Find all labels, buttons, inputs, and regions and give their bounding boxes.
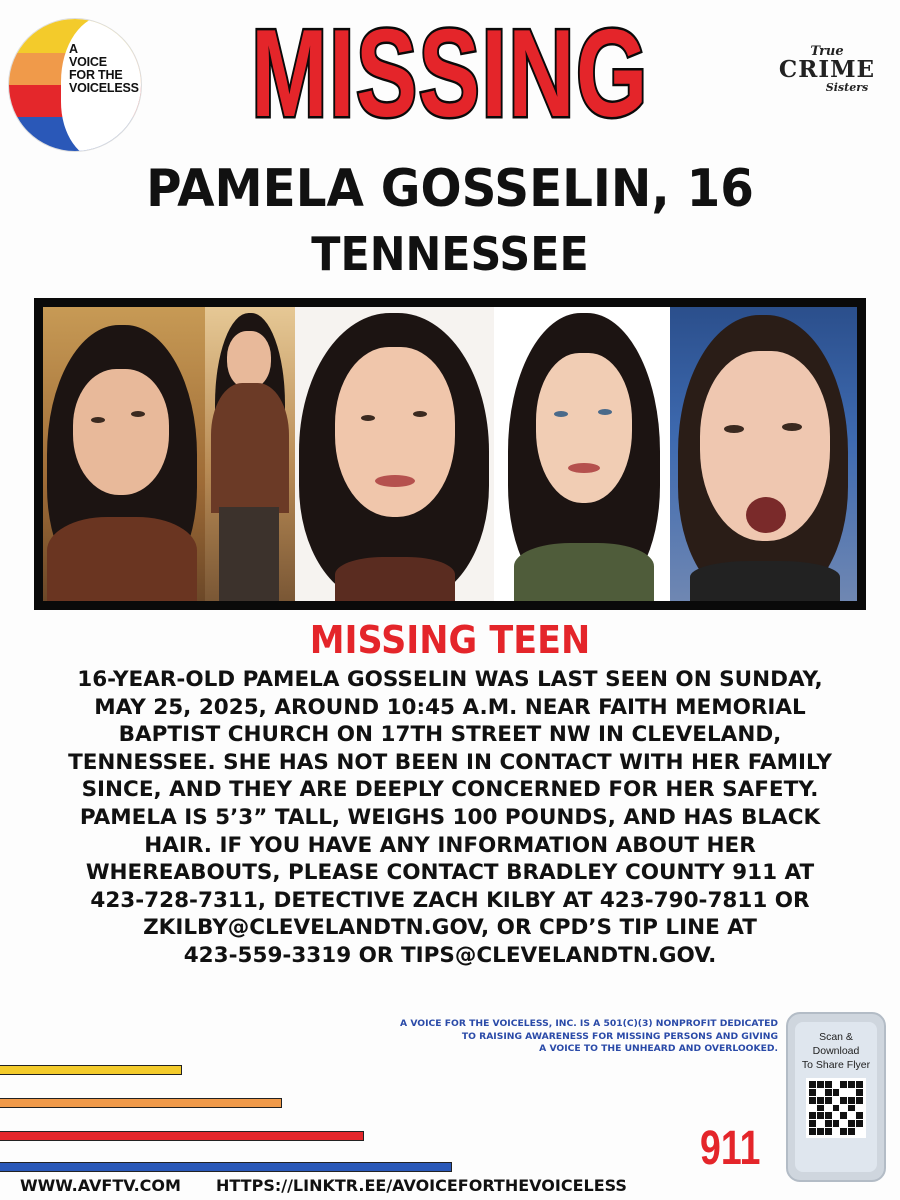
brand-line-crime: CRIME	[778, 56, 876, 83]
description-line: TENNESSEE. SHE HAS NOT BEEN IN CONTACT WITH HER FAMILY	[68, 749, 832, 775]
logo-line: FOR THE	[69, 68, 123, 82]
photo-1	[43, 307, 205, 601]
description-line: WHEREABOUTS, PLEASE CONTACT BRADLEY COUNTY 911 AT	[85, 860, 815, 886]
photo-face	[335, 347, 455, 517]
photo-strip	[34, 298, 866, 610]
qr-caption-line: Scan &	[819, 1031, 853, 1043]
emergency-number: 911	[700, 1122, 761, 1175]
section-heading: MISSING TEEN	[309, 618, 591, 662]
logo-line: VOICE	[69, 55, 107, 69]
brand-line-sisters: Sisters	[825, 81, 869, 94]
disclaimer-line: TO RAISING AWARENESS FOR MISSING PERSONS AND GIVING	[461, 1030, 778, 1042]
linktree-link[interactable]: HTTPS://LINKTR.EE/AVOICEFORTHEVOICELESS	[216, 1176, 627, 1195]
photo-shirt	[690, 561, 840, 601]
qr-phone	[786, 1012, 886, 1182]
phone-screen	[795, 1022, 877, 1172]
photo-eye	[413, 411, 427, 417]
brand-line-true: True	[810, 44, 844, 59]
description-line: 16-YEAR-OLD PAMELA GOSSELIN WAS LAST SEEN ON SUNDAY,	[77, 667, 823, 692]
photo-eye	[598, 409, 612, 415]
photo-eye	[724, 425, 744, 433]
qr-caption-line: Download	[812, 1045, 860, 1057]
logo-line: VOICELESS	[69, 81, 139, 95]
accent-bar-yellow	[0, 1065, 182, 1075]
accent-bar-orange	[0, 1098, 282, 1108]
photo-3	[295, 307, 494, 601]
true-crime-sisters-logo	[770, 44, 884, 94]
accent-bar-red	[0, 1131, 364, 1141]
photo-eye	[554, 411, 568, 417]
photo-mouth	[568, 463, 600, 473]
photo-face	[73, 369, 169, 495]
photo-2	[205, 307, 295, 601]
missing-title: MISSING	[251, 5, 649, 143]
photo-face	[536, 353, 632, 503]
description-line: ZKILBY@CLEVELANDTN.GOV, OR CPD’S TIP LINE AT	[143, 915, 757, 941]
disclaimer-line: A VOICE FOR THE VOICELESS, INC. IS A 501(C)(3) NONPROFIT DEDICATED	[400, 1018, 778, 1029]
description-line: PAMELA IS 5’3” TALL, WEIGHS 100 POUNDS, AND HAS BLACK	[79, 804, 821, 830]
photo-eye	[91, 417, 105, 423]
description-line: MAY 25, 2025, AROUND 10:45 A.M. NEAR FAITH MEMORIAL	[94, 694, 806, 720]
case-description	[4, 666, 896, 970]
photo-pants	[219, 507, 279, 601]
description-line: SINCE, AND THEY ARE DEEPLY CONCERNED FOR HER SAFETY.	[81, 777, 819, 803]
photo-shirt	[335, 557, 455, 601]
photo-eye	[782, 423, 802, 431]
photo-5	[670, 307, 857, 601]
photo-shirt	[47, 517, 197, 601]
nonprofit-disclaimer	[340, 1018, 778, 1056]
description-line: HAIR. IF YOU HAVE ANY INFORMATION ABOUT HER	[144, 832, 756, 858]
description-line: 423-728-7311, DETECTIVE ZACH KILBY AT 423-790-7811 OR	[90, 887, 810, 913]
photo-4	[494, 307, 670, 601]
photo-mouth	[375, 475, 415, 487]
person-name: PAMELA GOSSELIN, 16	[146, 159, 754, 219]
photo-shirt	[514, 543, 654, 601]
logo-line: A	[69, 42, 78, 56]
disclaimer-line: A VOICE TO THE UNHEARD AND OVERLOOKED.	[539, 1043, 778, 1054]
qr-code[interactable]	[806, 1078, 866, 1138]
person-state: TENNESSEE	[311, 227, 589, 281]
description-line: BAPTIST CHURCH ON 17TH STREET NW IN CLEVELAND,	[118, 722, 782, 748]
website-link[interactable]: WWW.AVFTV.COM	[20, 1176, 181, 1195]
accent-bar-blue	[0, 1162, 452, 1172]
photo-eye	[131, 411, 145, 417]
qr-caption-line: To Share Flyer	[801, 1059, 871, 1071]
description-line: 423-559-3319 OR TIPS@CLEVELANDTN.GOV.	[183, 942, 717, 968]
photo-shirt	[211, 383, 289, 513]
photo-eye	[361, 415, 375, 421]
photo-face	[227, 331, 271, 389]
photo-mouth	[746, 497, 786, 533]
